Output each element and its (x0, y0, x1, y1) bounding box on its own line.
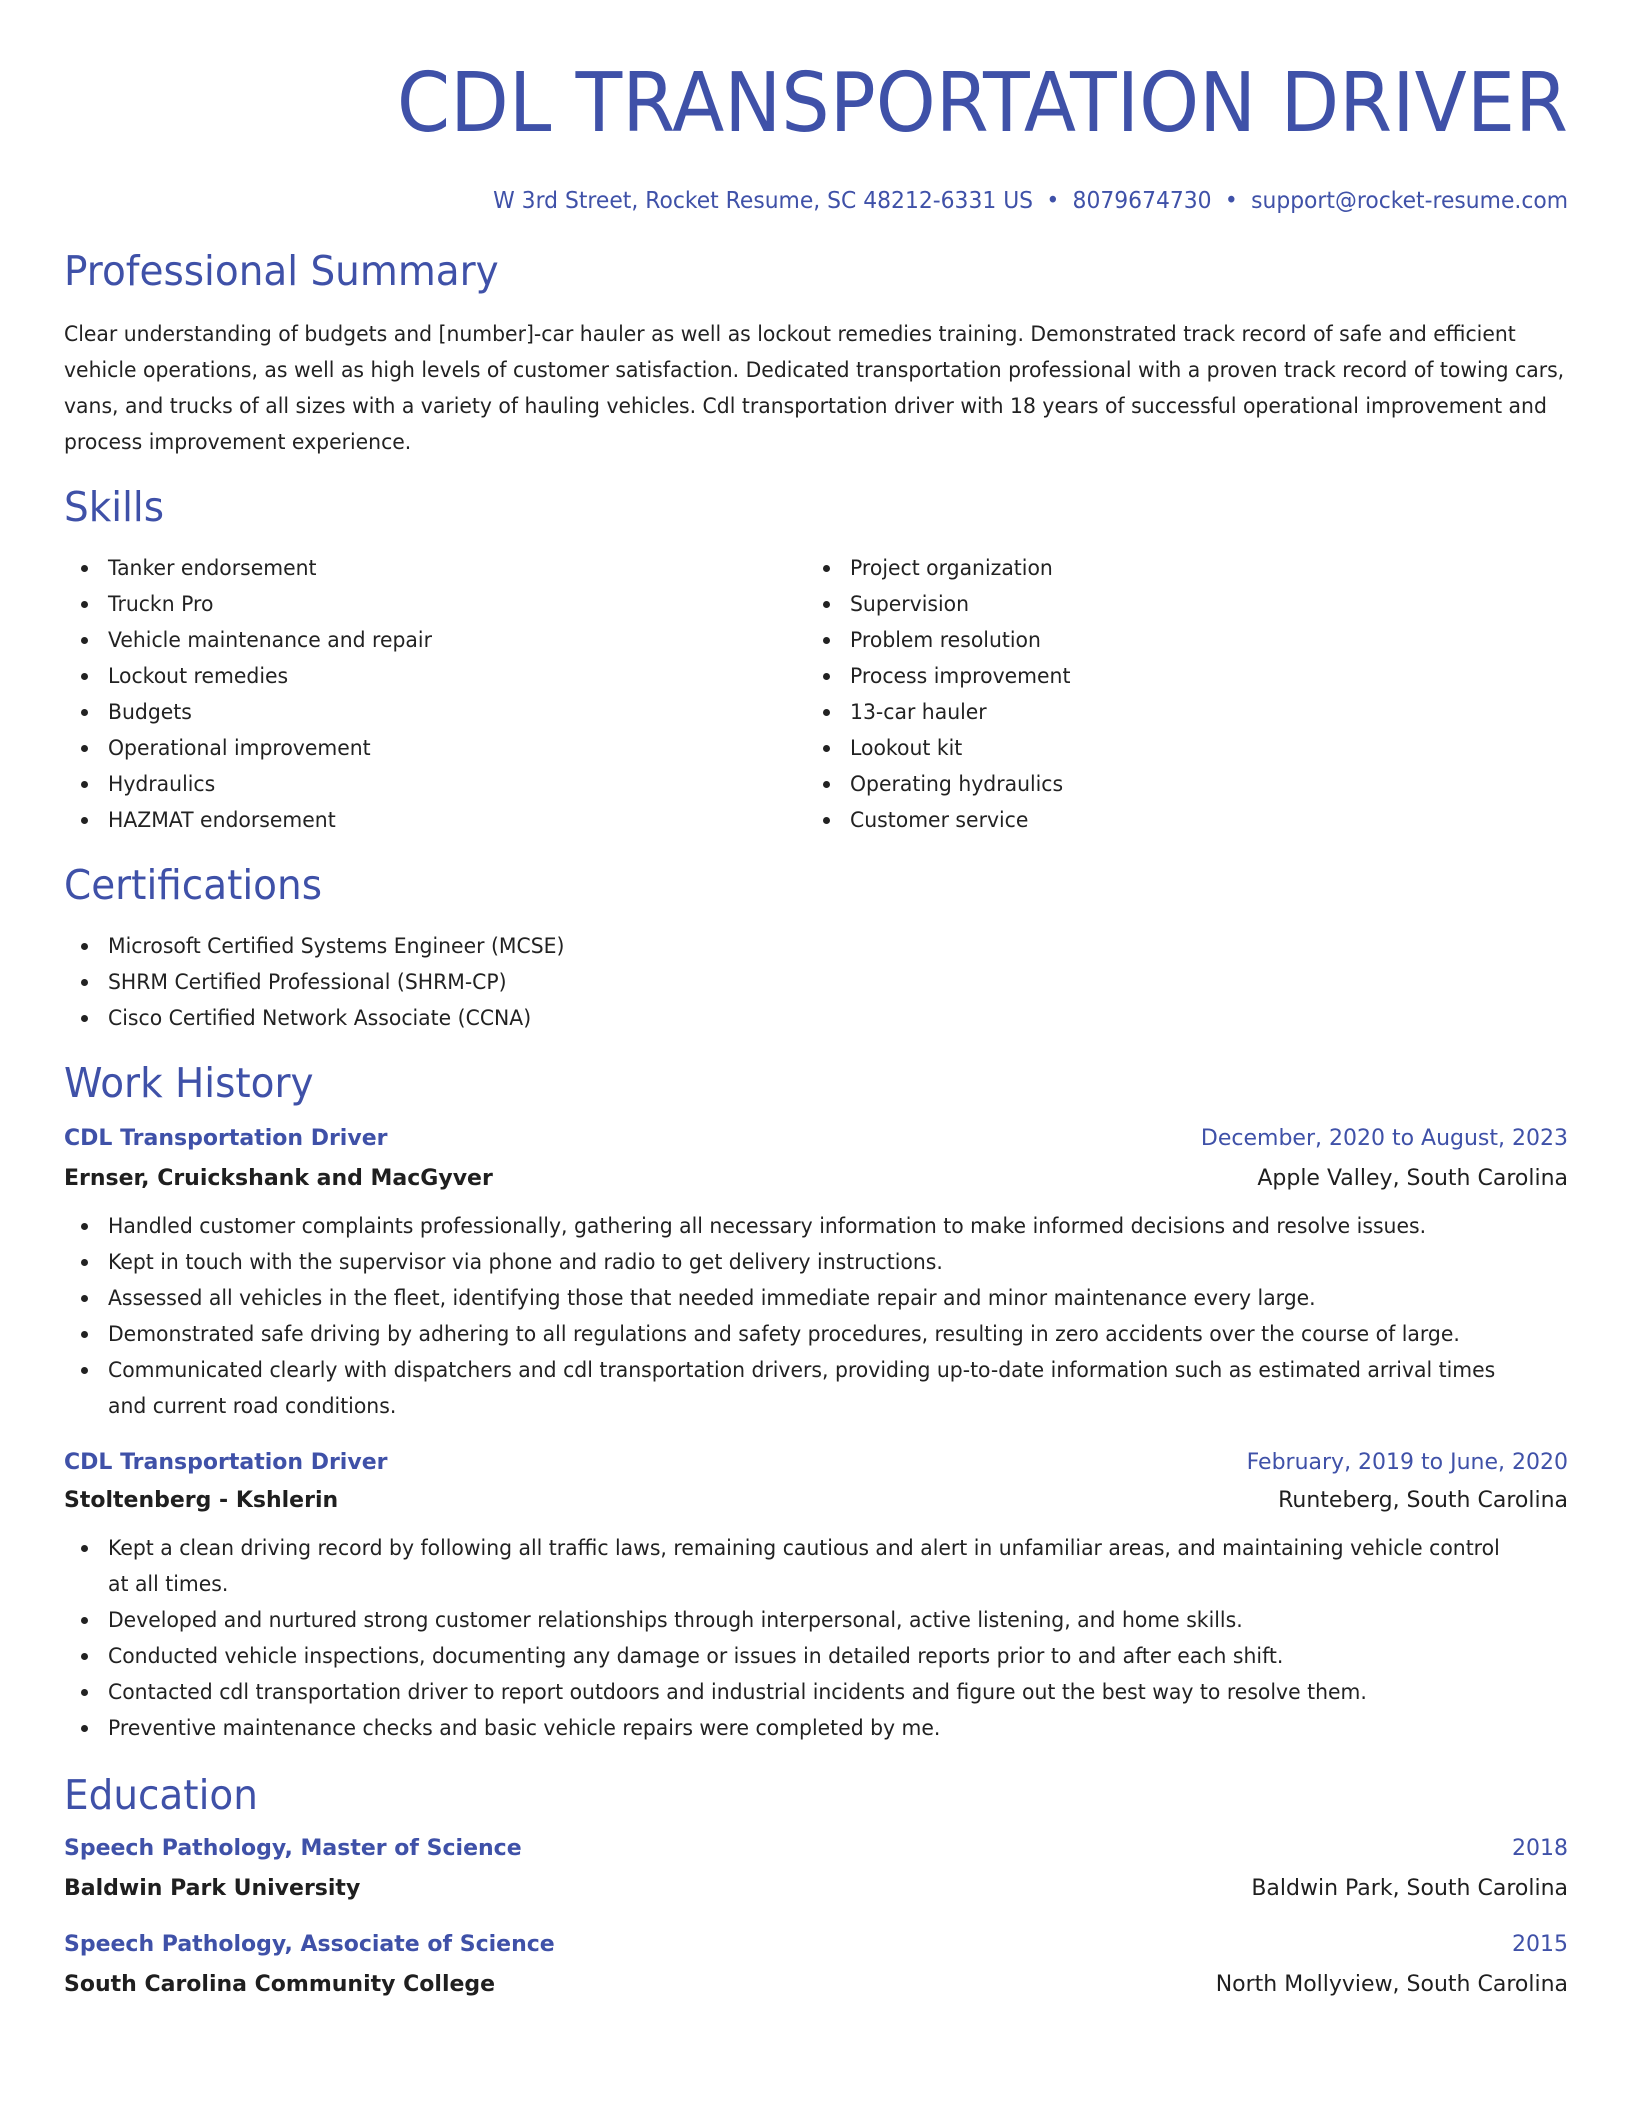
contact-phone: 8079674730 (1072, 188, 1212, 214)
job-dates: February, 2019 to June, 2020 (1246, 1450, 1568, 1475)
list-item: Conducted vehicle inspections, documenting any damage or issues in detailed reports prior to and after each shift. (64, 1638, 1568, 1674)
job-subheader (64, 1486, 1568, 1516)
list-item: Supervision (806, 586, 1548, 622)
education-subheader (64, 1970, 1568, 2000)
list-item: Communicated clearly with dispatchers and cdl transportation drivers, providing up-to-date information such as estimated arrival times and current road conditions. (64, 1352, 1568, 1424)
job-header (64, 1448, 1568, 1478)
job-header (64, 1124, 1568, 1154)
education-header (64, 1834, 1568, 1864)
list-item: Process improvement (806, 658, 1548, 694)
list-item: SHRM Certified Professional (SHRM-CP) (64, 964, 1568, 1000)
list-item: Lookout kit (806, 730, 1548, 766)
summary-heading: Professional Summary (64, 247, 499, 295)
list-item: Handled customer complaints professionally, gathering all necessary information to make informed decisions and resolve issues. (64, 1208, 1568, 1244)
skills-list-right (806, 550, 1548, 838)
list-item: Customer service (806, 802, 1548, 838)
job-duties-list (64, 1208, 1568, 1424)
skills-columns (64, 550, 1568, 838)
job-dates: December, 2020 to August, 2023 (1200, 1126, 1568, 1151)
list-item: Developed and nurtured strong customer relationships through interpersonal, active listening, and home skills. (64, 1602, 1568, 1638)
education-section (64, 1770, 1568, 2000)
list-item: Assessed all vehicles in the fleet, identifying those that needed immediate repair and minor maintenance every large. (64, 1280, 1568, 1316)
skills-column-left (64, 550, 806, 838)
company-name: Stoltenberg - Kshlerin (64, 1488, 339, 1513)
education-heading: Education (64, 1771, 258, 1819)
education-entry (64, 1930, 1568, 2000)
list-item: Tanker endorsement (64, 550, 806, 586)
list-item: Vehicle maintenance and repair (64, 622, 806, 658)
work-history-heading: Work History (64, 1059, 314, 1107)
contact-address: W 3rd Street, Rocket Resume, SC 48212-6331 US (493, 188, 1034, 214)
contact-email[interactable]: support@rocket-resume.com (1251, 188, 1568, 214)
list-item: Preventive maintenance checks and basic vehicle repairs were completed by me. (64, 1710, 1568, 1746)
skills-heading: Skills (64, 483, 165, 531)
contact-line (139, 186, 1568, 216)
education-header (64, 1930, 1568, 1960)
degree-name: Speech Pathology, Associate of Science (64, 1932, 555, 1957)
job-entry (64, 1124, 1568, 1424)
school-location: Baldwin Park, South Carolina (1251, 1876, 1568, 1901)
school-name: South Carolina Community College (64, 1972, 496, 1997)
list-item: Operating hydraulics (806, 766, 1548, 802)
list-item: Operational improvement (64, 730, 806, 766)
list-item: Kept in touch with the supervisor via phone and radio to get delivery instructions. (64, 1244, 1568, 1280)
skills-column-right (806, 550, 1548, 838)
list-item: Demonstrated safe driving by adhering to all regulations and safety procedures, resulting in zero accidents over the course of large. (64, 1316, 1568, 1352)
list-item: HAZMAT endorsement (64, 802, 806, 838)
resume-header (64, 56, 1568, 216)
contact-separator: • (1224, 188, 1238, 214)
job-title: CDL Transportation Driver (64, 1126, 388, 1151)
list-item: Budgets (64, 694, 806, 730)
job-duties-list (64, 1530, 1568, 1746)
list-item: 13-car hauler (806, 694, 1548, 730)
certifications-heading: Certifications (64, 861, 322, 909)
list-item: Hydraulics (64, 766, 806, 802)
list-item: Lockout remedies (64, 658, 806, 694)
education-entry (64, 1834, 1568, 1904)
list-item: Cisco Certified Network Associate (CCNA) (64, 1000, 1568, 1036)
certifications-section (64, 860, 1568, 1036)
job-location: Runteberg, South Carolina (1278, 1488, 1568, 1513)
candidate-title: CDL TRANSPORTATION DRIVER (396, 56, 1568, 151)
graduation-year: 2018 (1512, 1836, 1568, 1861)
job-title: CDL Transportation Driver (64, 1450, 388, 1475)
company-name: Ernser, Cruickshank and MacGyver (64, 1166, 493, 1191)
school-name: Baldwin Park University (64, 1876, 361, 1901)
work-history-section (64, 1058, 1568, 1746)
list-item: Kept a clean driving record by following all traffic laws, remaining cautious and alert in unfamiliar areas, and maintaining vehicle control at all times. (64, 1530, 1568, 1602)
contact-separator: • (1046, 188, 1060, 214)
list-item: Truckn Pro (64, 586, 806, 622)
list-item: Contacted cdl transportation driver to report outdoors and industrial incidents and figure out the best way to resolve them. (64, 1674, 1568, 1710)
job-entry (64, 1448, 1568, 1746)
job-subheader (64, 1164, 1568, 1194)
graduation-year: 2015 (1512, 1932, 1568, 1957)
list-item: Project organization (806, 550, 1548, 586)
list-item: Microsoft Certified Systems Engineer (MCSE) (64, 928, 1568, 964)
skills-list-left (64, 550, 806, 838)
summary-section (64, 246, 1568, 460)
certifications-list (64, 928, 1568, 1036)
skills-section (64, 482, 1568, 838)
school-location: North Mollyview, South Carolina (1215, 1972, 1568, 1997)
summary-text: Clear understanding of budgets and [number]-car hauler as well as lockout remedies training. Demonstrated track record of safe and efficient vehicle operations, as well as high levels of customer satisfaction. Dedicated transportation professional with a proven track record of towing cars, vans, and trucks of all sizes with a variety of hauling vehicles. Cdl transportation driver with 18 years of successful operational improvement and process improvement experience. (64, 322, 1565, 454)
degree-name: Speech Pathology, Master of Science (64, 1836, 522, 1861)
job-location: Apple Valley, South Carolina (1257, 1166, 1568, 1191)
list-item: Problem resolution (806, 622, 1548, 658)
education-subheader (64, 1874, 1568, 1904)
